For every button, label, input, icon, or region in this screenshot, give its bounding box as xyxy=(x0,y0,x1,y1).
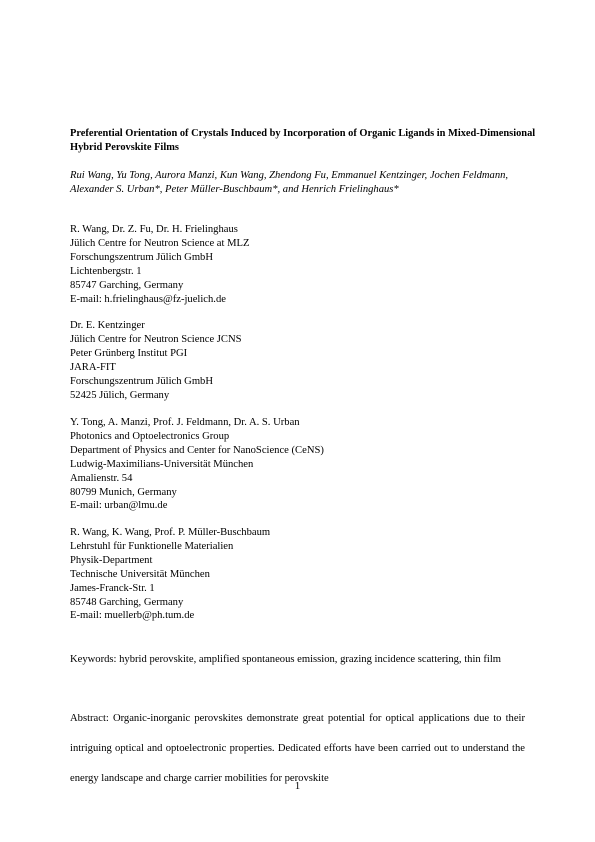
paper-title: Preferential Orientation of Crystals Induced by Incorporation of Organic Ligands in Mixed-Dimensional Hybrid Perovskite Films xyxy=(70,128,536,153)
affiliation-line: Amalienstr. 54 xyxy=(70,472,133,484)
affiliation-block-4 xyxy=(70,526,540,623)
affiliation-block-2 xyxy=(70,319,540,402)
affiliation-block-1 xyxy=(70,223,540,306)
affiliation-line: Y. Tong, A. Manzi, Prof. J. Feldmann, Dr. A. S. Urban xyxy=(70,417,300,428)
affiliation-line: Dr. E. Kentzinger xyxy=(70,320,145,331)
affiliation-line: Department of Physics and Center for NanoScience (CeNS) xyxy=(70,444,324,456)
affiliation-line: Forschungszentrum Jülich GmbH xyxy=(70,375,214,387)
affiliation-line: JARA-FIT xyxy=(70,361,116,373)
keywords: Keywords: hybrid perovskite, amplified spontaneous emission, grazing incidence scattering, thin film xyxy=(70,654,502,665)
affiliation-block-3 xyxy=(70,416,540,513)
affiliation-line: 85748 Garching, Germany xyxy=(70,596,184,608)
affiliation-line: 80799 Munich, Germany xyxy=(70,486,177,498)
affiliation-line: Lichtenbergstr. 1 xyxy=(70,265,142,277)
author-list: Rui Wang, Yu Tong, Aurora Manzi, Kun Wang, Zhendong Fu, Emmanuel Kentzinger, Jochen Feldmann, Alexander S. Urban*, Peter Müller-Buschbaum*, and Henrich Frielinghaus* xyxy=(70,170,509,195)
affiliation-email: E-mail: h.frielinghaus@fz-juelich.de xyxy=(70,293,226,305)
affiliation-line: 52425 Jülich, Germany xyxy=(70,389,170,401)
affiliation-line: Jülich Centre for Neutron Science at MLZ xyxy=(70,237,250,249)
affiliation-line: James-Franck-Str. 1 xyxy=(70,582,155,594)
affiliation-line: Photonics and Optoelectronics Group xyxy=(70,430,230,442)
affiliation-line: R. Wang, K. Wang, Prof. P. Müller-Buschbaum xyxy=(70,527,271,538)
affiliation-line: Physik-Department xyxy=(70,554,153,566)
page-number: 1 xyxy=(294,781,301,792)
affiliation-line: Ludwig-Maximilians-Universität München xyxy=(70,458,254,470)
affiliation-line: 85747 Garching, Germany xyxy=(70,279,184,291)
affiliation-email: E-mail: urban@lmu.de xyxy=(70,500,168,512)
affiliation-line: Peter Grünberg Institut PGI xyxy=(70,347,188,359)
affiliation-line: Technische Universität München xyxy=(70,568,210,580)
affiliation-line: Lehrstuhl für Funktionelle Materialien xyxy=(70,540,234,552)
affiliation-line: Jülich Centre for Neutron Science JCNS xyxy=(70,333,242,345)
affiliation-line: Forschungszentrum Jülich GmbH xyxy=(70,251,214,263)
affiliation-line: R. Wang, Dr. Z. Fu, Dr. H. Frielinghaus xyxy=(70,224,238,235)
abstract: Abstract: Organic-inorganic perovskites demonstrate great potential for optical applications due to their intriguing optical and optoelectronic properties. Dedicated efforts have been carried out to understand the energy landscape and charge carrier mobilities for perovskite xyxy=(70,713,525,784)
affiliation-email: E-mail: muellerb@ph.tum.de xyxy=(70,610,195,622)
